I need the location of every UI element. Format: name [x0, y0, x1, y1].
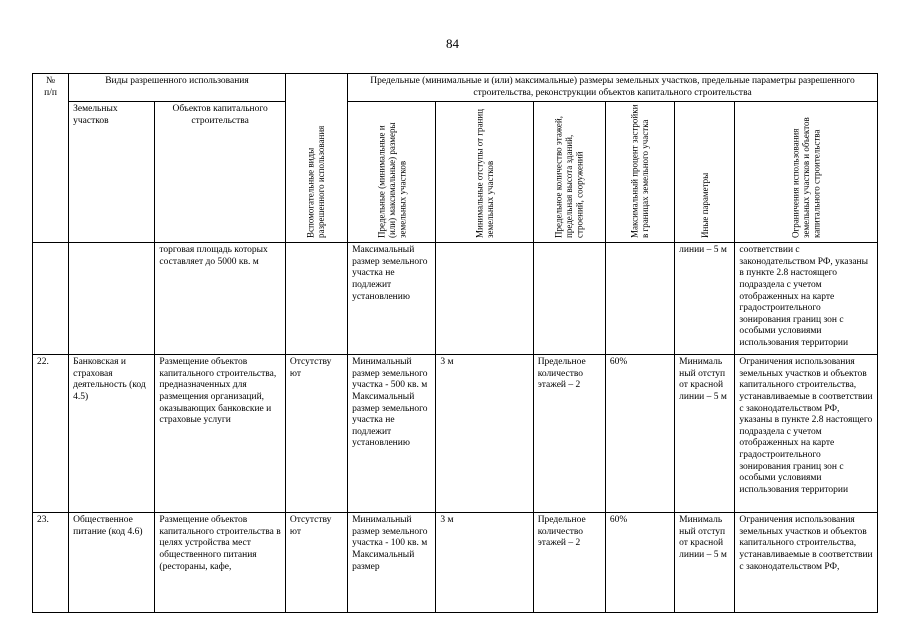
page-number: 84 — [446, 36, 459, 51]
cell-etazh: Предельное количество этажей – 2 — [533, 355, 605, 513]
cell-procent: 60% — [605, 355, 674, 513]
header-otstupy: Минимальные отступы от границ земельных участков — [436, 102, 533, 243]
header-zem: Земельных участков — [69, 102, 155, 243]
cell-ogran: соответствии с законодательством РФ, указаны в пункте 2.8 настоящего подраздела с учетом отображенных на карте градостроительного зонирования границ зон с особыми условиями использования территории — [735, 243, 878, 355]
header-procent: Максимальный процент застройки в границах земельного участка — [605, 102, 674, 243]
header-vspom: Вспомогательные виды разрешенного использования — [285, 74, 347, 243]
cell-zem — [69, 243, 155, 355]
cell-vspom — [285, 243, 347, 355]
land-use-table — [32, 73, 878, 613]
cell-oks: торговая площадь которых составляет до 5000 кв. м — [155, 243, 285, 355]
cell-razmery: Минимальный размер земельного участка - 500 кв. м Максимальный размер земельного участка не подлежит установлению — [348, 355, 436, 513]
header-razmery: Предельные (минимальные и (или) максимальные) размеры земельных участков — [348, 102, 436, 243]
cell-oks: Размещение объектов капитального строительства, предназначенных для размещения организаций, оказывающих банковские и страховые услуги — [155, 355, 285, 513]
cell-procent: 60% — [605, 513, 674, 613]
cell-inye: Минималь ный отступ от красной линии – 5 м — [675, 513, 735, 613]
cell-razmery: Минимальный размер земельного участка - 100 кв. м Максимальный размер — [348, 513, 436, 613]
cell-inye: линии – 5 м — [675, 243, 735, 355]
cell-oks: Размещение объектов капитального строительства в целях устройства мест общественного питания (рестораны, кафе, — [155, 513, 285, 613]
cell-procent — [605, 243, 674, 355]
cell-zem: Банковская и страховая деятельность (код 4.5) — [69, 355, 155, 513]
cell-etazh — [533, 243, 605, 355]
cell-ogran: Ограничения использования земельных участков и объектов капитального строительства, устанавливаемые в соответствии с законодательством РФ, указаны в пункте 2.8 настоящего подраздела с учетом отображенных на карте градостроительного зонирования границ зон с особыми условиями использования территории — [735, 355, 878, 513]
header-num: № п/п — [33, 74, 69, 243]
cell-inye: Минималь ный отступ от красной линии – 5 м — [675, 355, 735, 513]
header-etazh: Предельное количество этажей, предельная высота зданий, строений, сооружений — [533, 102, 605, 243]
table-row — [33, 243, 878, 355]
cell-vspom: Отсутству ют — [285, 355, 347, 513]
header-vidy: Виды разрешенного использования — [69, 74, 286, 102]
cell-etazh: Предельное количество этажей – 2 — [533, 513, 605, 613]
cell-zem: Общественное питание (код 4.6) — [69, 513, 155, 613]
cell-num — [33, 243, 69, 355]
header-predel: Предельные (минимальные и (или) максимальные) размеры земельных участков, предельные параметры разрешенного строительства, реконструкции объектов капитального строительства — [348, 74, 878, 102]
cell-otstupy: 3 м — [436, 513, 533, 613]
table-row — [33, 513, 878, 613]
cell-otstupy — [436, 243, 533, 355]
table-row — [33, 355, 878, 513]
cell-vspom: Отсутству ют — [285, 513, 347, 613]
header-inye: Иные параметры — [675, 102, 735, 243]
header-oks: Объектов капитального строительства — [155, 102, 285, 243]
cell-otstupy: 3 м — [436, 355, 533, 513]
cell-num: 23. — [33, 513, 69, 613]
cell-razmery: Максимальный размер земельного участка не подлежит установлению — [348, 243, 436, 355]
cell-num: 22. — [33, 355, 69, 513]
cell-ogran: Ограничения использования земельных участков и объектов капитального строительства, устанавливаемые в соответствии с законодательством РФ, — [735, 513, 878, 613]
header-ogran: Ограничения использования земельных участков и объектов капитального строительства — [735, 102, 878, 243]
